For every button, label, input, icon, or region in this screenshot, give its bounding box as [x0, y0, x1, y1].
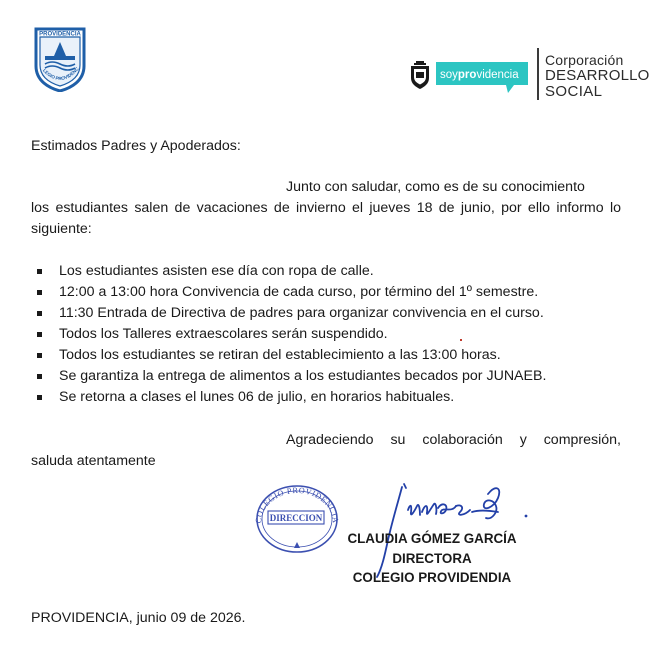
corporacion-line-1: Corporación — [545, 52, 624, 68]
corporacion-line-2: DESARROLLO — [545, 67, 650, 84]
soy-providencia-badge — [436, 62, 528, 93]
list-item — [31, 261, 621, 282]
signer-name: CLAUDIA GÓMEZ GARCÍA — [347, 531, 517, 546]
signature-block — [332, 529, 532, 588]
list-item — [31, 366, 621, 387]
list-item — [31, 303, 621, 324]
intro-first-line: Junto con saludar, como es de su conocimiento — [286, 179, 585, 195]
announcement-list — [31, 261, 621, 408]
list-item-text: Todos los estudiantes se retiran del establecimiento a las 13:00 horas. — [59, 347, 501, 363]
corporacion-line-3: SOCIAL — [545, 83, 603, 100]
list-item-text: Se garantiza la entrega de alimentos a los estudiantes becados por JUNAEB. — [59, 368, 547, 384]
municipal-shield-icon — [410, 61, 430, 89]
school-logo-bottom-text: LEGIO PROVIDENC — [41, 66, 80, 82]
intro-rest-text: los estudiantes salen de vacaciones de invierno el jueves 18 de junio, por ello informo lo siguiente: — [31, 200, 621, 237]
list-item-text: Los estudiantes asisten ese día con ropa de calle. — [59, 263, 374, 279]
letter-greeting: Estimados Padres y Apoderados: — [31, 138, 241, 154]
closing-paragraph — [31, 430, 621, 472]
school-crest-logo — [33, 26, 87, 92]
badge-pro-text: pro — [457, 69, 477, 81]
stamp-center-text: DIRECCION — [269, 513, 323, 523]
bullet-square-icon — [37, 332, 42, 337]
list-item-text: 11:30 Entrada de Directiva de padres para organizar convivencia en el curso. — [59, 305, 544, 321]
bullet-square-icon — [37, 395, 42, 400]
list-item — [31, 282, 621, 303]
badge-videncia-text: videncia — [476, 69, 519, 81]
list-item-text: Se retorna a clases el lunes 06 de julio, en horarios habituales. — [59, 389, 455, 405]
intro-paragraph — [31, 177, 621, 240]
date-line: PROVIDENCIA, junio 09 de 2026. — [31, 610, 246, 626]
corporacion-logo-text — [545, 52, 650, 100]
bullet-square-icon — [37, 353, 42, 358]
list-item-text: Todos los Talleres extraescolares serán suspendido. — [59, 326, 388, 342]
bullet-square-icon — [37, 269, 42, 274]
signer-institution: COLEGIO PROVIDENDIA — [352, 570, 512, 585]
badge-soy-text: soy — [440, 69, 458, 81]
corporacion-divider — [537, 48, 539, 100]
bullet-square-icon — [37, 290, 42, 295]
svg-text:soyprovidencia — [440, 69, 519, 81]
direccion-stamp — [254, 482, 340, 554]
bullet-square-icon — [37, 374, 42, 379]
stray-red-mark — [460, 339, 462, 341]
list-item — [31, 387, 621, 408]
closing-rest-text: saluda atentamente — [31, 453, 156, 469]
stamp-ring-text: COLEGIO PROVIDENCIA — [254, 485, 340, 524]
list-item — [31, 324, 621, 345]
closing-first-line: Agradeciendo su colaboración y compresión, — [286, 432, 621, 448]
bullet-square-icon — [37, 311, 42, 316]
list-item — [31, 345, 621, 366]
school-logo-top-text: PROVIDENCIA — [39, 31, 81, 38]
signer-title: DIRECTORA — [392, 550, 472, 566]
list-item-text: 12:00 a 13:00 hora Convivencia de cada curso, por término del 1º semestre. — [59, 284, 539, 300]
